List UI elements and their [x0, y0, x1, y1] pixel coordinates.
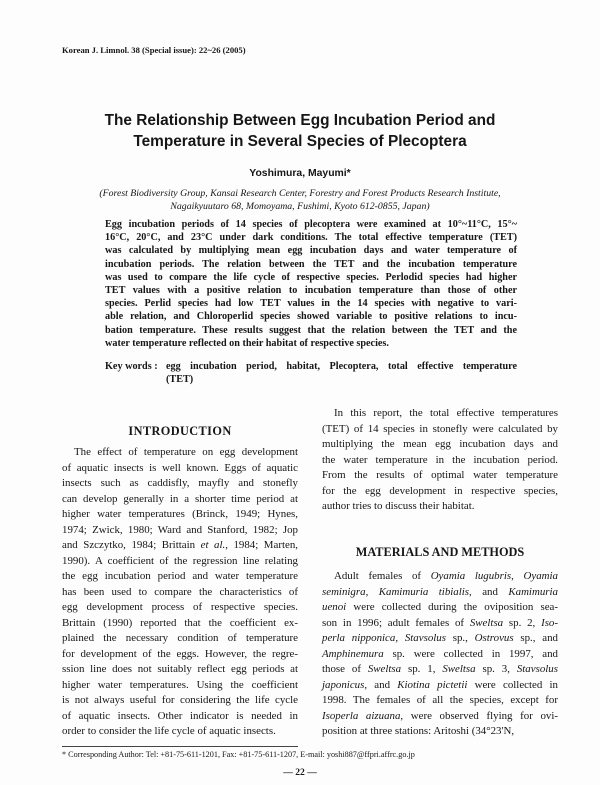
body-text-line: insects such as caddisfly, mayfly and stonefly	[62, 477, 298, 489]
title-line: Temperature in Several Species of Plecoptera	[133, 133, 467, 150]
italic-text: uenoi	[322, 601, 347, 613]
body-text-line: has been used to compare the characteristics of	[62, 585, 298, 598]
body-text-line: Isoperla aizuana, were observed flying for ovi-	[322, 709, 558, 722]
body-text-line: From the results of optimal water temperature	[322, 469, 558, 481]
body-text-line: In this report, the total effective temperatures	[334, 407, 558, 419]
body-text-line: Adult females of Oyamia lugubris, Oyamia	[334, 570, 558, 582]
journal-header: Korean J. Limnol. 38 (Special issue): 22~26 (2005)	[62, 45, 246, 55]
body-text-line: 1998. The females of all the species, except for	[322, 694, 558, 706]
paper-title	[0, 110, 600, 152]
body-text-line: japonicus, and Kiotina pictetii were collected in	[322, 678, 558, 691]
italic-text: Oyamia	[523, 570, 558, 582]
body-text-line: uenoi were collected during the oviposition sea-	[322, 601, 558, 613]
italic-text: Oyamia lugubris	[430, 570, 512, 582]
body-text-line: seminigra, Kamimuria tibialis, and Kamimuria	[322, 585, 558, 598]
body-text-line: is not always useful for considering the life cycle	[62, 694, 298, 706]
body-text-line: and Szczytko, 1984; Brittain et al., 1984; Marten,	[62, 539, 298, 551]
body-text-line: son in 1996; adult females of Sweltsa sp. 2, Iso-	[322, 616, 558, 629]
introduction-paragraph	[62, 445, 298, 740]
title-line: The Relationship Between Egg Incubation Period and	[104, 112, 496, 129]
body-text-line: Brittain (1990) reported that the coefficient ex-	[62, 616, 298, 629]
abstract-line: bation temperature. These results suggest that the relation between the TET and the	[105, 324, 517, 336]
italic-text: Kamimuria tibialis	[378, 585, 470, 598]
body-text-line: (TET) of 14 species in stonefly were calculated by	[322, 422, 558, 435]
abstract-line: able relation, and Chloroperlid species showed variable to positive relations to incu-	[105, 311, 517, 323]
body-text-line: of aquatic insects is well known. Eggs of aquatic	[62, 461, 298, 474]
affiliation-line: Nagaikyuutaro 68, Momoyama, Fushimi, Kyoto 612-0855, Japan)	[170, 201, 430, 212]
italic-text: Stavsolus	[516, 663, 558, 675]
abstract-line: Egg incubation periods of 14 species of plecoptera were examined at 10°~11°C, 15°~	[105, 219, 517, 230]
body-text-line: for development of the eggs. However, the regre-	[62, 647, 298, 660]
body-text-line: 1974; Zwick, 1980; Ward and Stanford, 1982; Jop	[62, 523, 298, 536]
body-text-line: those of Sweltsa sp. 1, Sweltsa sp. 3, Stavsolus	[322, 663, 558, 675]
body-text-line: perla nipponica, Stavsolus sp., Ostrovus sp., and	[322, 632, 558, 644]
keywords-label: Key words :	[105, 361, 158, 372]
italic-text: Kamimuria	[508, 585, 558, 598]
section-heading-introduction: INTRODUCTION	[128, 424, 232, 438]
body-text-line: 1990). A coefficient of the regression line relating	[62, 554, 298, 567]
italic-text: Sweltsa	[442, 663, 476, 675]
keywords-line: egg incubation period, habitat, Plecoptera, total effective temperature	[166, 361, 517, 372]
affiliation-line: (Forest Biodiversity Group, Kansai Research Center, Forestry and Forest Products Research Institute,	[99, 188, 501, 199]
author-affiliation	[0, 187, 600, 213]
abstract-line: species. Perlid species had low TET values in the 14 species with negative to vari-	[105, 298, 517, 310]
body-text-line: multiplying the mean egg incubation days and	[322, 438, 558, 450]
abstract-line: incubation periods. The relation between the TET and the incubation temperature	[105, 258, 517, 270]
body-text-line: can develop generally in a shorter time period at	[62, 492, 298, 505]
body-text-line: higher water temperatures. Using the coefficient	[62, 678, 298, 691]
corresponding-author-footnote: * Corresponding Author: Tel: +81-75-611-1201, Fax: +81-75-611-1207, E-mail: yoshi887@ffpri.affrc.go.jp	[62, 750, 415, 759]
italic-text: Kiotina pictetii	[397, 678, 468, 691]
body-text-line: the water temperature in the incubation period.	[322, 453, 558, 466]
methods-paragraph	[322, 569, 558, 740]
body-text-line: position at three stations: Aritoshi (34°23'N,	[322, 725, 515, 737]
abstract-line: 16°C, 20°C, and 23°C under dark conditions. The total effective temperature (TET)	[105, 232, 517, 244]
italic-text: et al.	[200, 539, 226, 551]
abstract-line: TET values with a positive relation to incubation temperature than those of other	[105, 285, 517, 297]
body-text-line: The effect of temperature on egg development	[74, 446, 298, 458]
body-text-line: the egg incubation period and water temperature	[62, 570, 298, 582]
body-text-line: for the egg development in respective species,	[322, 484, 558, 497]
body-text-line: author tries to discuss their habitat.	[322, 500, 475, 512]
abstract-line: was calculated by multiplying mean egg incubation days and water temperature of	[105, 245, 517, 257]
italic-text: Ostrovus	[474, 632, 514, 644]
keywords-line: (TET)	[166, 374, 194, 386]
section-heading-methods: MATERIALS AND METHODS	[355, 545, 525, 559]
body-text-line: plained the necessary condition of temperature	[62, 632, 298, 644]
body-text-line: order to consider the life cycle of aquatic insects.	[62, 725, 276, 737]
author-name: Yoshimura, Mayumi*	[249, 168, 351, 179]
body-text-line: ssion line does not suitably reflect egg periods at	[62, 663, 298, 675]
introduction-paragraph	[322, 406, 558, 515]
italic-text: Iso-	[541, 616, 558, 629]
italic-text: Sweltsa	[469, 616, 504, 629]
footnote-rule	[62, 746, 298, 747]
abstract-line: was used to compare the life cycle of respective species. Perlodid species had higher	[105, 271, 517, 283]
italic-text: Amphinemura	[322, 647, 384, 660]
italic-text: seminigra	[322, 585, 366, 598]
italic-text: Stavsolus	[404, 632, 446, 644]
body-text-line: of aquatic insects. Other indicator is needed in	[62, 709, 298, 722]
italic-text: perla nipponica	[322, 632, 396, 644]
body-text-line: egg development process of respective species.	[62, 601, 298, 613]
body-text-line: Amphinemura sp. were collected in 1997, and	[322, 647, 558, 660]
abstract-line: water temperature reflected on their habitat of respective species.	[105, 337, 389, 349]
italic-text: Sweltsa	[367, 663, 402, 675]
abstract	[105, 218, 517, 350]
italic-text: japonicus	[322, 678, 365, 691]
italic-text: Isoperla aizuana	[322, 709, 401, 722]
page-number: — 22 —	[283, 767, 317, 778]
body-text-line: higher water temperatures (Brinck, 1949; Hynes,	[62, 508, 298, 520]
keywords-list	[166, 360, 517, 386]
